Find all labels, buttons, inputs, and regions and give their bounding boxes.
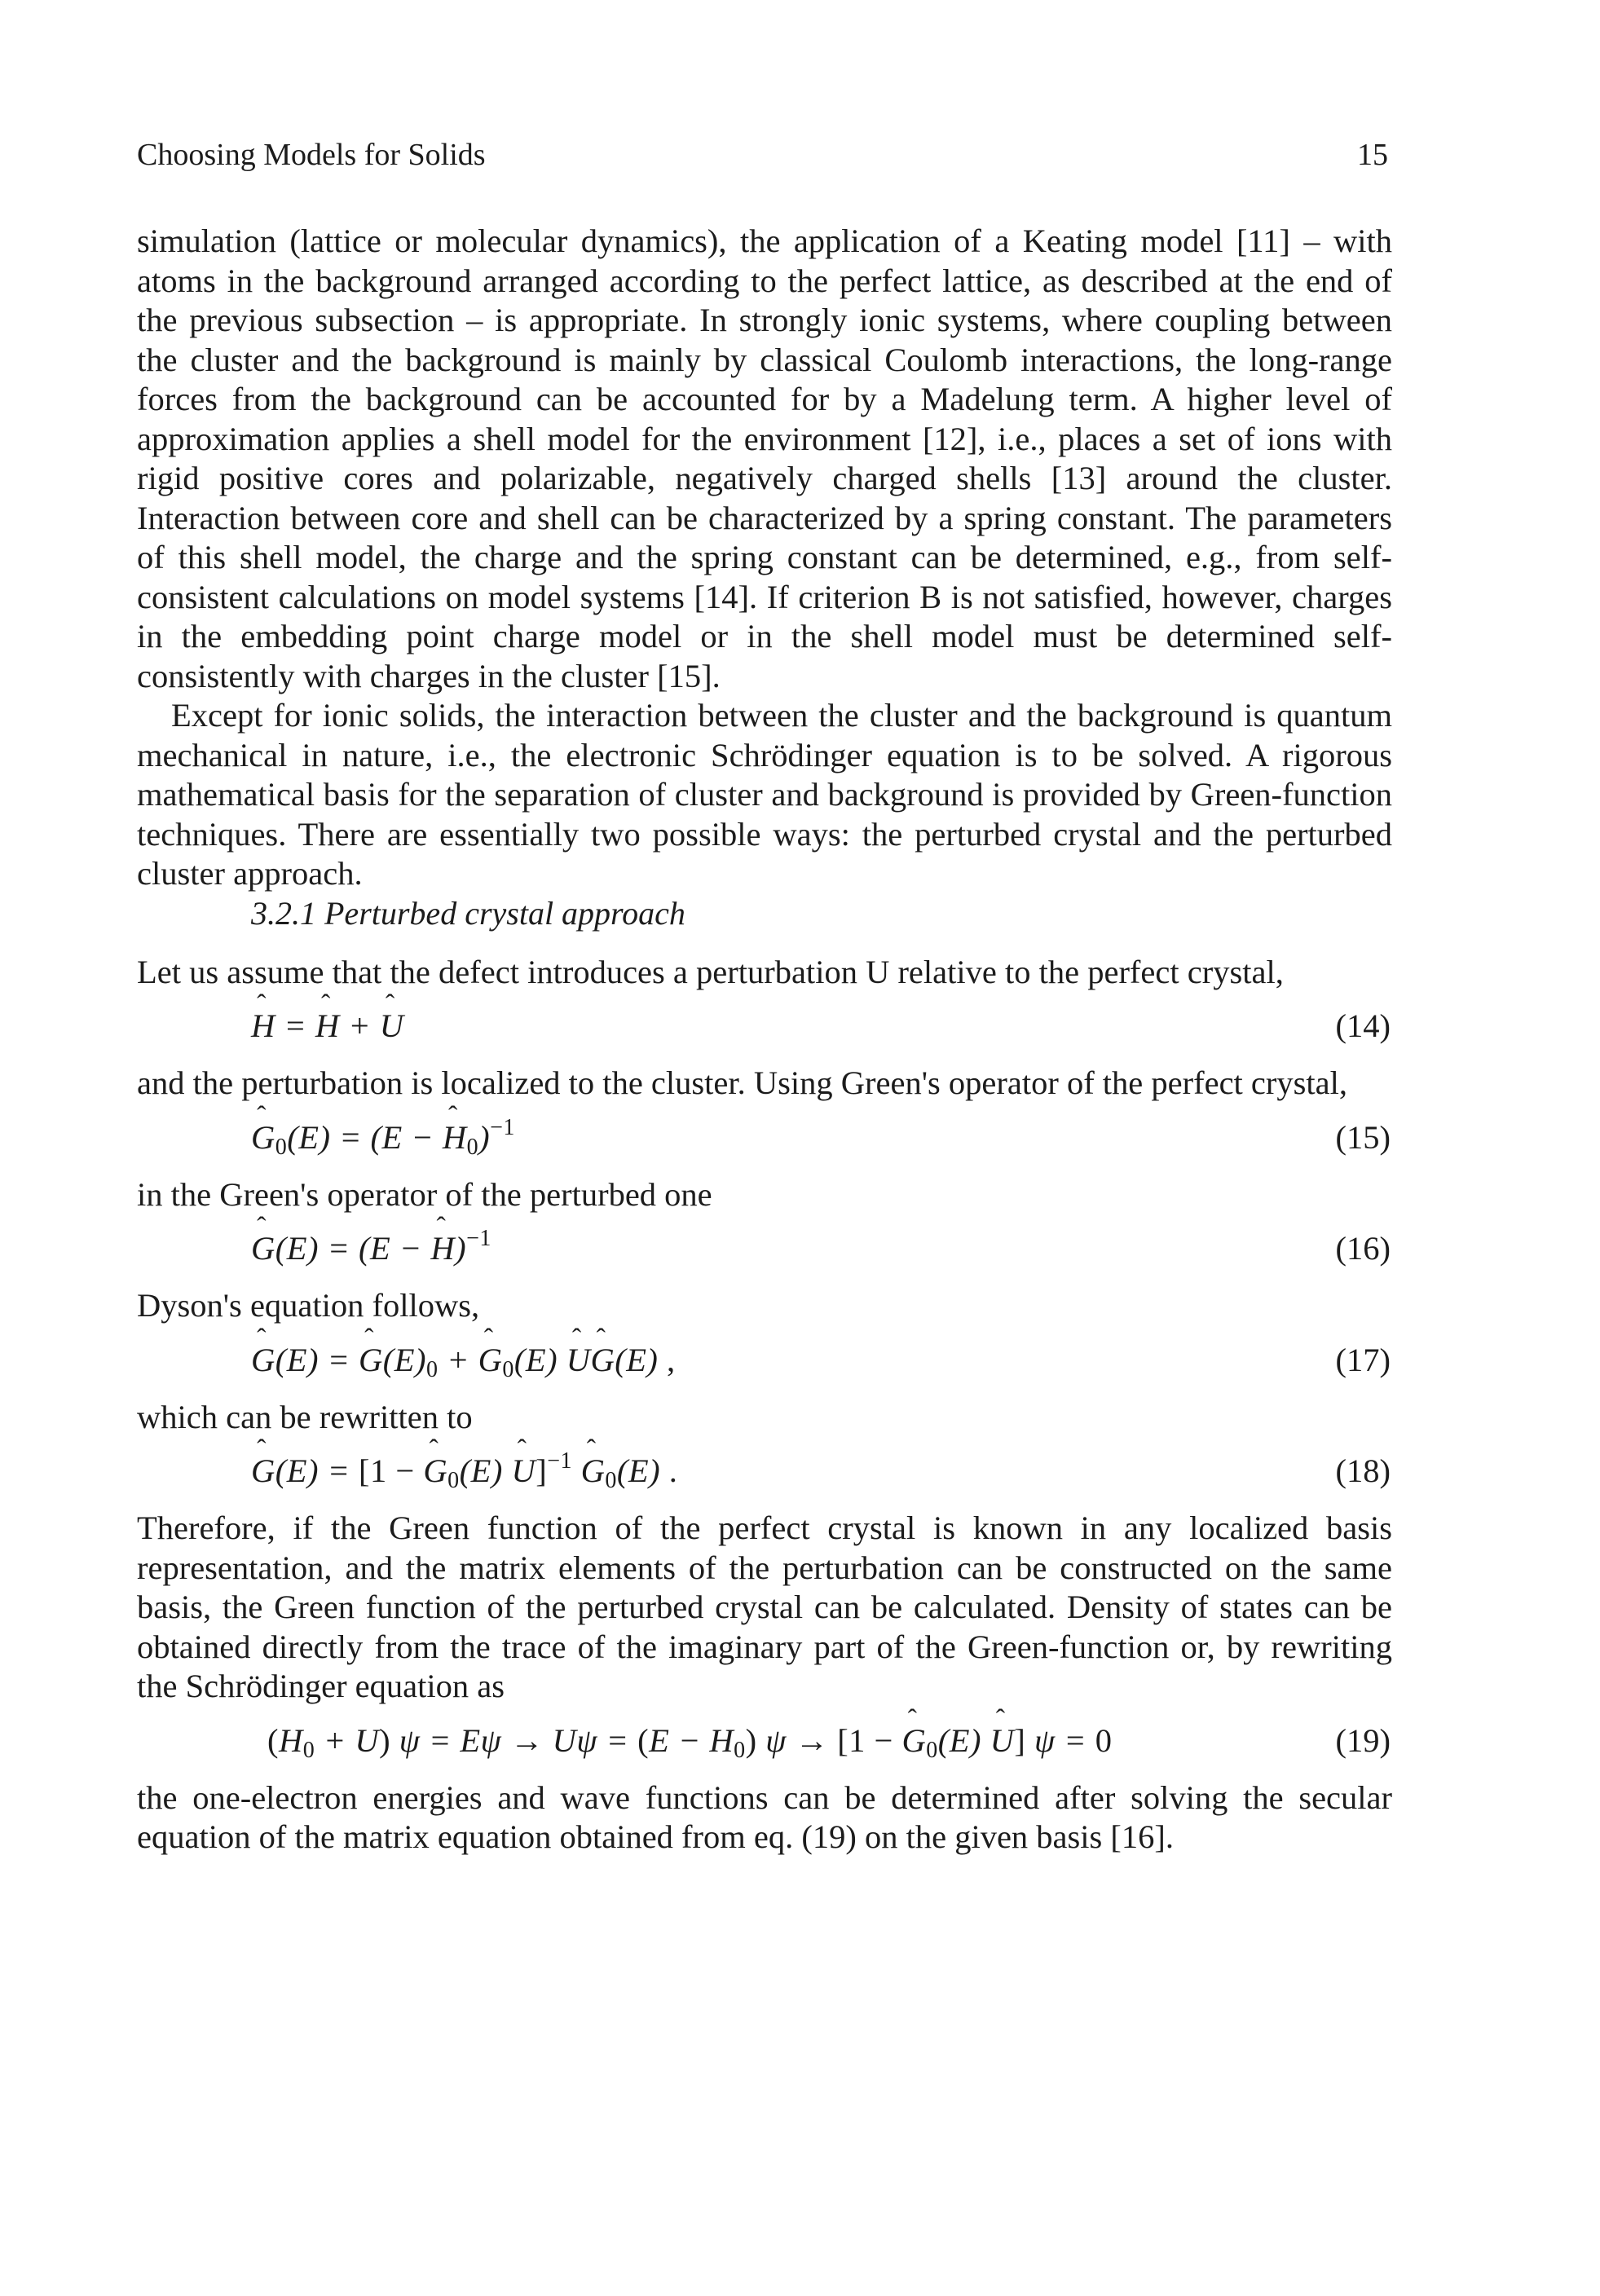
equation-19	[137, 1721, 1392, 1761]
running-header	[137, 137, 1388, 173]
paragraph-1: simulation (lattice or molecular dynamics), the application of a Keating model [11] – with atoms in the background arranged according to the perfect lattice, as described at the end of the previous subsection – is appropriate. In strongly ionic systems, where coupling between the cluster and the background is mainly by classical Coulomb interactions, the long-range forces from the background can be accounted for by a Madelung term. A higher level of approximation applies a shell model for the environment [12], i.e., places a set of ions with rigid positive cores and polarizable, negatively charged shells [13] around the cluster. Interaction between core and shell can be characterized by a spring constant. The parameters of this shell model, the charge and the spring constant can be determined, e.g., from self-consistent calculations on model systems [14]. If criterion B is not satisfied, however, charges in the embedding point charge model or in the shell model must be determined self-consistently with charges in the cluster [15].	[137, 223, 1392, 694]
equation-15-number: (15)	[1335, 1118, 1391, 1156]
equation-15-formula: ˆ $G_0(E) = (E$ − ˆ $H_0)^{-1}$	[251, 1118, 515, 1157]
equation-16	[137, 1226, 1392, 1268]
section-heading: 3.2.1 Perturbed crystal approach	[251, 894, 685, 932]
equation-19-number: (19)	[1335, 1721, 1391, 1759]
equation-17	[137, 1341, 1392, 1380]
page-number: 15	[1357, 138, 1388, 172]
text-after-eq19: the one-electron energies and wave functions can be determined after solving the secular equation of the matrix equation obtained from eq. (19) on the given basis [16].	[137, 1778, 1392, 1855]
equation-14	[137, 1007, 1392, 1046]
equation-14-formula: ˆ H = ˆ H + ˆ U	[251, 1007, 403, 1046]
equation-16-formula: ˆ G(E) = (E − ˆ H)$^{-1}$	[251, 1229, 491, 1268]
text-before-eq16: in the Green's operator of the perturbed one	[137, 1175, 712, 1213]
equation-18-formula: ˆ G(E) = [1 − ˆ $G_0(E)$ ˆ U]$^{-1}$ ˆ $G_0(E)$ .	[251, 1452, 677, 1491]
equation-17-formula: ˆ G(E) = ˆ $G(E)_0$ + ˆ $G_0(E)$ ˆ Uˆ G(E) ,	[251, 1341, 676, 1380]
text-before-eq19: Therefore, if the Green function of the perfect crystal is known in any localized basis representation, and the matrix elements of the perturbation can be constructed on the same basis, the Green function of the perturbed crystal can be calculated. Density of states can be obtained directly from the trace of the imaginary part of the Green-function or, by rewriting the Schrödinger equation as	[137, 1509, 1392, 1704]
equation-15	[137, 1114, 1392, 1160]
main-text	[137, 222, 1392, 1858]
equation-18-number: (18)	[1335, 1452, 1391, 1489]
equation-19-formula: $(H_0 + U) \psi = E\psi \to U\psi = (E - H_0) \psi \to [1$ − ˆ $G_0(E)$ ˆ U] ψ = 0	[267, 1721, 1112, 1761]
equation-16-exponent: −1	[466, 1226, 491, 1252]
running-title: Choosing Models for Solids	[137, 138, 486, 172]
equation-16-number: (16)	[1335, 1230, 1391, 1267]
text-before-eq15: and the perturbation is localized to the cluster. Using Green's operator of the perfect crystal,	[137, 1064, 1348, 1101]
equation-15-exponent: −1	[490, 1114, 515, 1140]
text-before-eq18: which can be rewritten to	[137, 1398, 473, 1435]
text-before-eq17: Dyson's equation follows,	[137, 1287, 480, 1324]
equation-17-number: (17)	[1335, 1341, 1391, 1378]
equation-18	[137, 1448, 1392, 1493]
equation-18-exponent: −1	[547, 1448, 573, 1474]
paragraph-2: Except for ionic solids, the interaction between the cluster and the background is quantum mechanical in nature, i.e., the electronic Schrödinger equation is to be solved. A rigorous mathematical basis for the separation of cluster and background is provided by Green-function techniques. There are essentially two possible ways: the perturbed crystal and the perturbed cluster approach.	[137, 697, 1392, 892]
equation-14-number: (14)	[1335, 1007, 1391, 1044]
text-before-eq14: Let us assume that the defect introduces a perturbation U relative to the perfect crystal,	[137, 953, 1284, 990]
